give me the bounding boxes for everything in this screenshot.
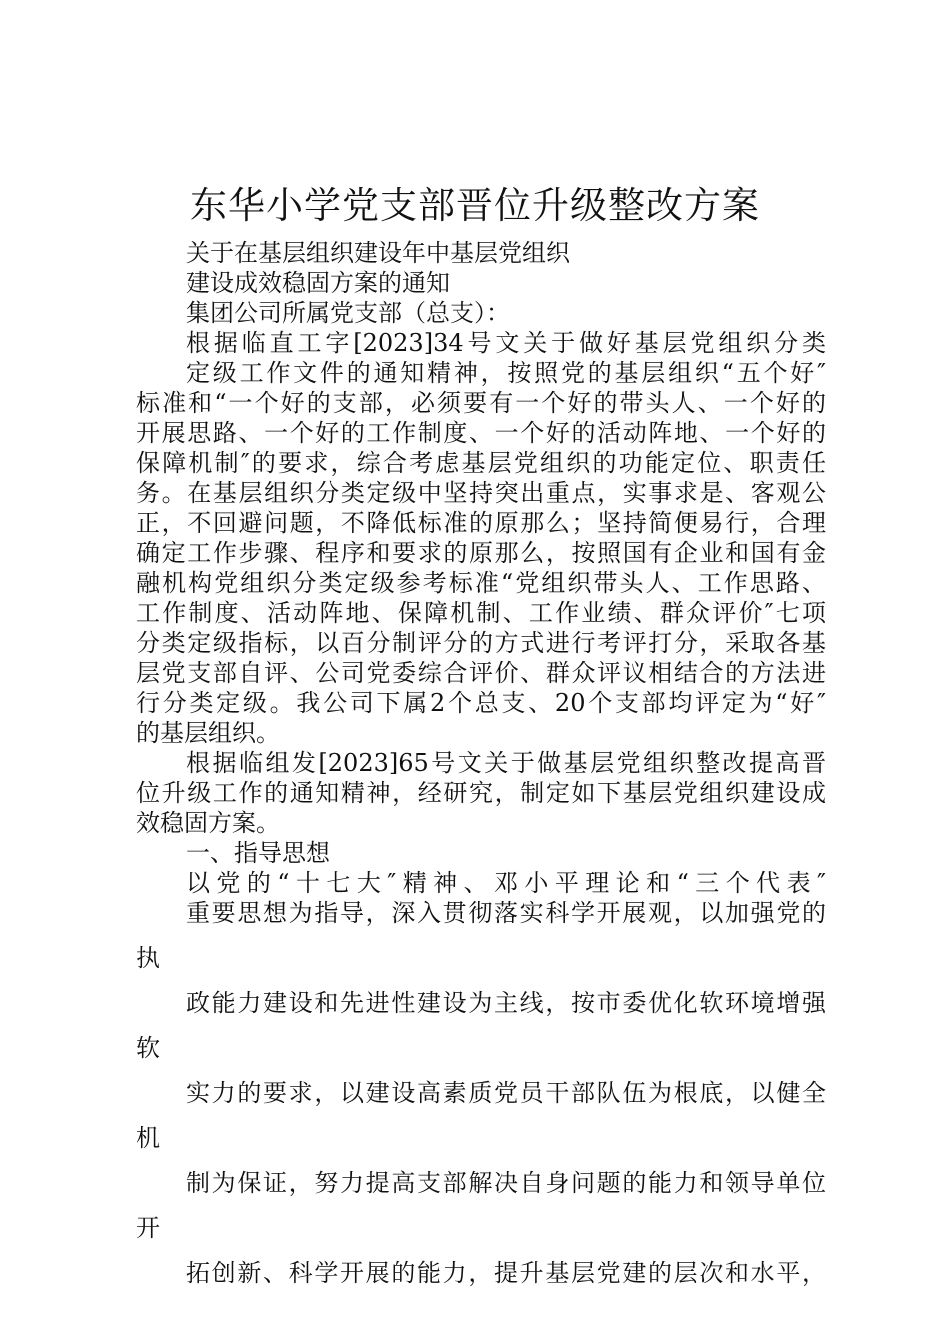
paragraph-line: 行分类定级。我公司下属2个总支、20个支部均评定为“好″ xyxy=(136,689,826,717)
paragraph-line: 效稳固方案。 xyxy=(136,809,280,837)
paragraph-line: 分类定级指标，以百分制评分的方式进行考评打分，采取各基 xyxy=(136,629,826,657)
paragraph-line: 机 xyxy=(136,1124,160,1152)
paragraph-line: 开展思路、一个好的工作制度、一个好的活动阵地、一个好的 xyxy=(136,419,826,447)
paragraph-line: 执 xyxy=(136,944,160,972)
paragraph-line: 务。在基层组织分类定级中坚持突出重点，实事求是、客观公 xyxy=(136,479,826,507)
paragraph-line: 重要思想为指导，深入贯彻落实科学开展观，以加强党的 xyxy=(186,899,826,927)
paragraph-line: 保障机制″的要求，综合考虑基层党组织的功能定位、职责任 xyxy=(136,449,826,477)
document-title: 东华小学党支部晋位升级整改方案 xyxy=(190,184,760,227)
paragraph-line: 根据临直工字[2023]34号文关于做好基层党组织分类 xyxy=(186,329,826,357)
paragraph-line: 以党的“十七大″精神、邓小平理论和“三个代表″ xyxy=(186,869,826,897)
paragraph-line: 开 xyxy=(136,1214,160,1242)
paragraph-line: 工作制度、活动阵地、保障机制、工作业绩、群众评价″七项 xyxy=(136,599,826,627)
paragraph-line: 定级工作文件的通知精神，按照党的基层组织“五个好″ xyxy=(186,359,826,387)
section-heading: 一、指导思想 xyxy=(186,839,330,867)
paragraph-line: 的基层组织。 xyxy=(136,719,280,747)
paragraph-line: 层党支部自评、公司党委综合评价、群众评议相结合的方法进 xyxy=(136,659,826,687)
paragraph-line: 关于在基层组织建设年中基层党组织 xyxy=(186,239,570,267)
paragraph-line: 建设成效稳固方案的通知 xyxy=(186,269,450,297)
paragraph-line: 融机构党组织分类定级参考标准“党组织带头人、工作思路、 xyxy=(136,569,826,597)
paragraph-line: 实力的要求，以建设高素质党员干部队伍为根底，以健全 xyxy=(186,1079,826,1107)
paragraph-line: 制为保证，努力提高支部解决自身问题的能力和领导单位 xyxy=(186,1169,826,1197)
paragraph-line: 拓创新、科学开展的能力，提升基层党建的层次和水平， xyxy=(186,1259,826,1287)
paragraph-line: 政能力建设和先进性建设为主线，按市委优化软环境增强 xyxy=(186,989,826,1017)
paragraph-line: 软 xyxy=(136,1034,160,1062)
paragraph-line: 正，不回避问题，不降低标准的原那么；坚持简便易行，合理 xyxy=(136,509,826,537)
paragraph-line: 标准和“一个好的支部，必须要有一个好的带头人、一个好的 xyxy=(136,389,826,417)
paragraph-line: 根据临组发[2023]65号文关于做基层党组织整改提高晋 xyxy=(186,749,826,777)
paragraph-line: 确定工作步骤、程序和要求的原那么，按照国有企业和国有金 xyxy=(136,539,826,567)
paragraph-line: 位升级工作的通知精神，经研究，制定如下基层党组织建设成 xyxy=(136,779,826,807)
paragraph-line: 集团公司所属党支部（总支）： xyxy=(186,299,510,327)
document-body xyxy=(136,238,826,1288)
